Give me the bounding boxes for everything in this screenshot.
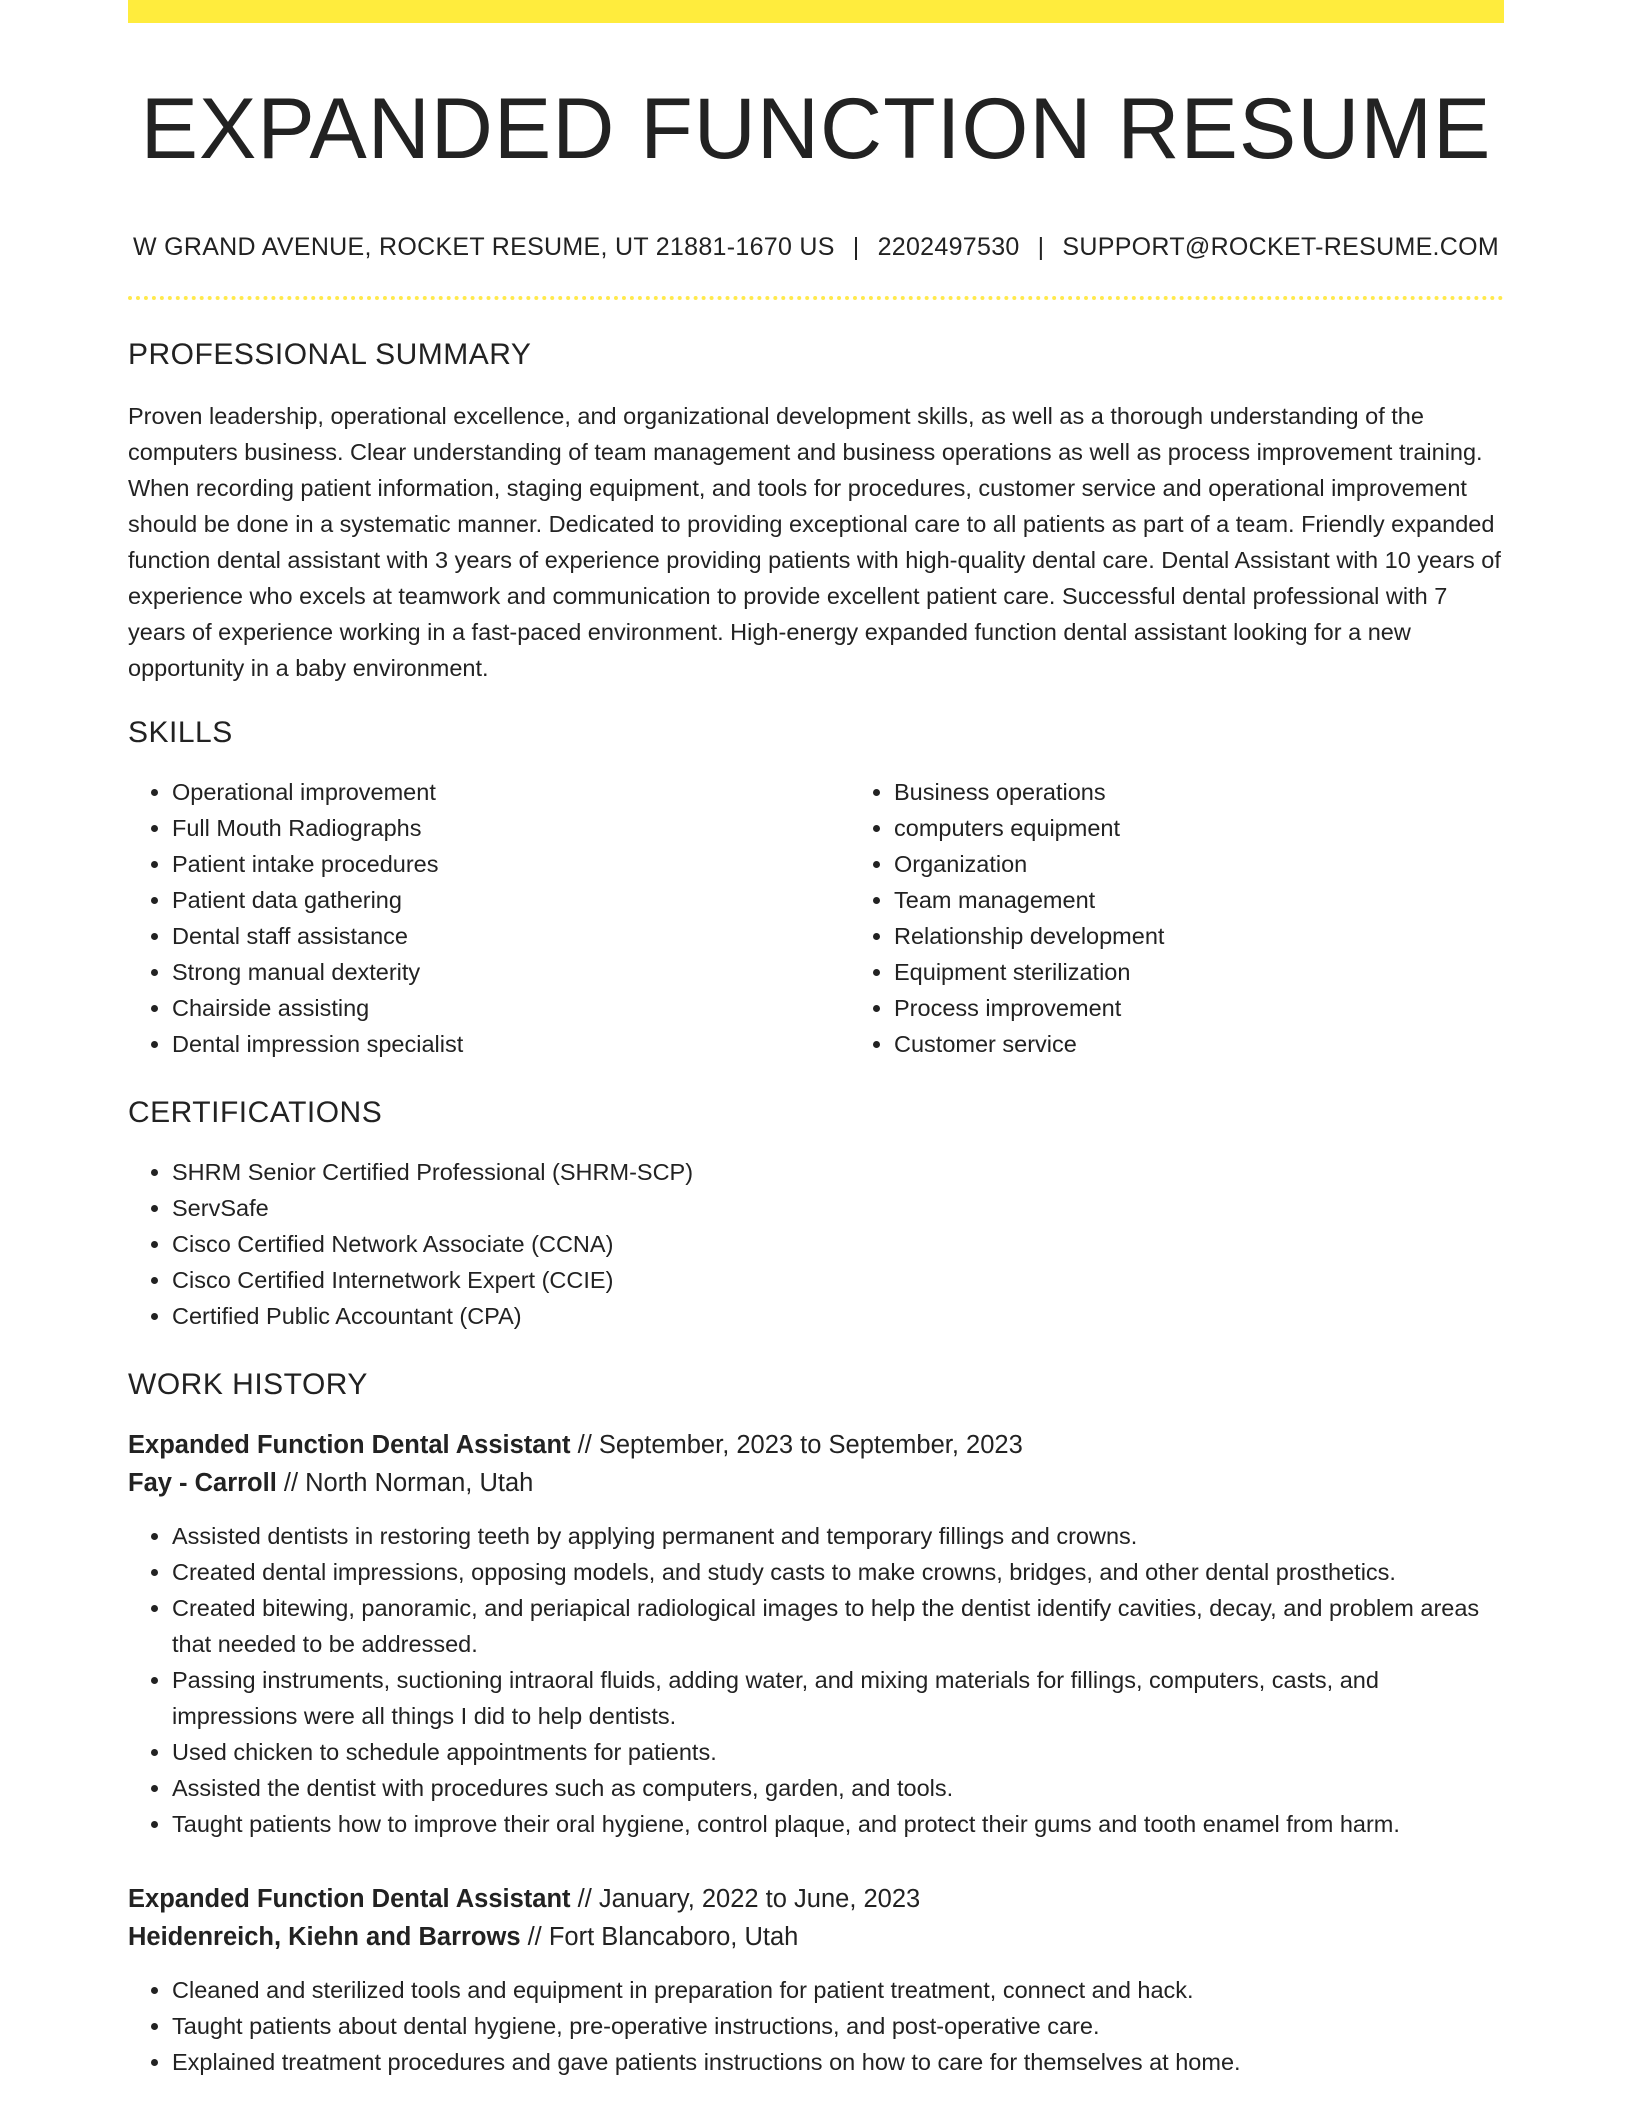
job-duties-list <box>128 1518 1504 1842</box>
skill-item: • Dental impression specialist <box>172 1026 850 1062</box>
skill-item: • Operational improvement <box>172 774 850 810</box>
job-company: Fay - Carroll <box>128 1468 277 1497</box>
job-entry <box>128 1880 1504 2080</box>
job-dates: // September, 2023 to September, 2023 <box>570 1430 1023 1459</box>
job-position: Expanded Function Dental Assistant <box>128 1884 571 1913</box>
job-duty: • Created dental impressions, opposing models, and study casts to make crowns, bridges, and other dental prosthetics. <box>172 1554 1504 1590</box>
skills-list-right <box>850 774 1572 1062</box>
job-location: // Fort Blancaboro, Utah <box>520 1922 799 1951</box>
skill-item: • Customer service <box>894 1026 1572 1062</box>
job-duty: • Taught patients how to improve their oral hygiene, control plaque, and protect their gums and tooth enamel from harm. <box>172 1806 1504 1842</box>
skill-item: • Dental staff assistance <box>172 918 850 954</box>
job-duty: • Used chicken to schedule appointments for patients. <box>172 1734 1504 1770</box>
job-entry <box>128 1426 1504 1842</box>
contact-email: SUPPORT@ROCKET-RESUME.COM <box>1062 232 1500 261</box>
certification-item: • ServSafe <box>172 1190 1504 1226</box>
resume-page <box>128 0 1504 2080</box>
skill-item: • Business operations <box>894 774 1572 810</box>
job-employer-line <box>128 1918 1504 1956</box>
job-duty: • Taught patients about dental hygiene, pre-operative instructions, and post-operative care. <box>172 2008 1504 2044</box>
contact-address: W GRAND AVENUE, ROCKET RESUME, UT 21881-1670 US <box>132 232 835 261</box>
work-history-heading: WORK HISTORY <box>128 1367 368 1401</box>
skill-item: • Equipment sterilization <box>894 954 1572 990</box>
job-duties-list <box>128 1972 1504 2080</box>
skill-item: • Organization <box>894 846 1572 882</box>
accent-bar <box>128 0 1504 23</box>
job-dates: // January, 2022 to June, 2023 <box>570 1884 921 1913</box>
job-location: // North Norman, Utah <box>276 1468 534 1497</box>
job-duty: • Cleaned and sterilized tools and equipment in preparation for patient treatment, connect and hack. <box>172 1972 1504 2008</box>
resume-title: EXPANDED FUNCTION RESUME <box>140 81 1492 177</box>
certification-item: • Certified Public Accountant (CPA) <box>172 1298 1504 1334</box>
certifications-list <box>128 1154 1504 1334</box>
job-duty: • Explained treatment procedures and gave patients instructions on how to care for themselves at home. <box>172 2044 1504 2080</box>
skill-item: • Full Mouth Radiographs <box>172 810 850 846</box>
job-duty: • Created bitewing, panoramic, and periapical radiological images to help the dentist identify cavities, decay, and problem areas that needed to be addressed. <box>172 1590 1504 1662</box>
certifications-heading: CERTIFICATIONS <box>128 1095 383 1129</box>
job-employer-line <box>128 1464 1504 1502</box>
job-position: Expanded Function Dental Assistant <box>128 1430 571 1459</box>
skill-item: • Strong manual dexterity <box>172 954 850 990</box>
job-title-line <box>128 1426 1504 1464</box>
summary-heading: PROFESSIONAL SUMMARY <box>128 337 532 371</box>
skills-heading: SKILLS <box>128 715 233 749</box>
header-divider <box>128 296 1504 300</box>
skills-list-left <box>128 774 850 1062</box>
certification-item: • Cisco Certified Internetwork Expert (CCIE) <box>172 1262 1504 1298</box>
job-duty: • Passing instruments, suctioning intraoral fluids, adding water, and mixing materials for fillings, computers, casts, and impressions were all things I did to help dentists. <box>172 1662 1504 1734</box>
skill-item: • Patient data gathering <box>172 882 850 918</box>
skill-item: • computers equipment <box>894 810 1572 846</box>
job-company: Heidenreich, Kiehn and Barrows <box>128 1922 521 1951</box>
certification-item: • SHRM Senior Certified Professional (SHRM-SCP) <box>172 1154 1504 1190</box>
skills-columns <box>128 774 1504 1062</box>
contact-separator: | <box>852 232 860 261</box>
contact-separator: | <box>1037 232 1045 261</box>
skill-item: • Patient intake procedures <box>172 846 850 882</box>
job-title-line <box>128 1880 1504 1918</box>
contact-phone: 2202497530 <box>877 232 1020 261</box>
skill-item: • Process improvement <box>894 990 1572 1026</box>
skill-item: • Chairside assisting <box>172 990 850 1026</box>
summary-text: Proven leadership, operational excellence, and organizational development skills, as well as a thorough understanding of the computers business. Clear understanding of team management and business operations as well as process improvement training. When recording patient information, staging equipment, and tools for procedures, customer service and operational improvement should be done in a systematic manner. Dedicated to providing exceptional care to all patients as part of a team. Friendly expanded function dental assistant with 3 years of experience providing patients with high-quality dental care. Dental Assistant with 10 years of experience who excels at teamwork and communication to provide excellent patient care. Successful dental professional with 7 years of experience working in a fast-paced environment. High-energy expanded function dental assistant looking for a new opportunity in a baby environment. <box>128 402 1501 681</box>
job-duty: • Assisted the dentist with procedures such as computers, garden, and tools. <box>172 1770 1504 1806</box>
certification-item: • Cisco Certified Network Associate (CCNA) <box>172 1226 1504 1262</box>
skill-item: • Relationship development <box>894 918 1572 954</box>
job-duty: • Assisted dentists in restoring teeth by applying permanent and temporary fillings and crowns. <box>172 1518 1504 1554</box>
skill-item: • Team management <box>894 882 1572 918</box>
contact-line <box>128 233 1504 262</box>
